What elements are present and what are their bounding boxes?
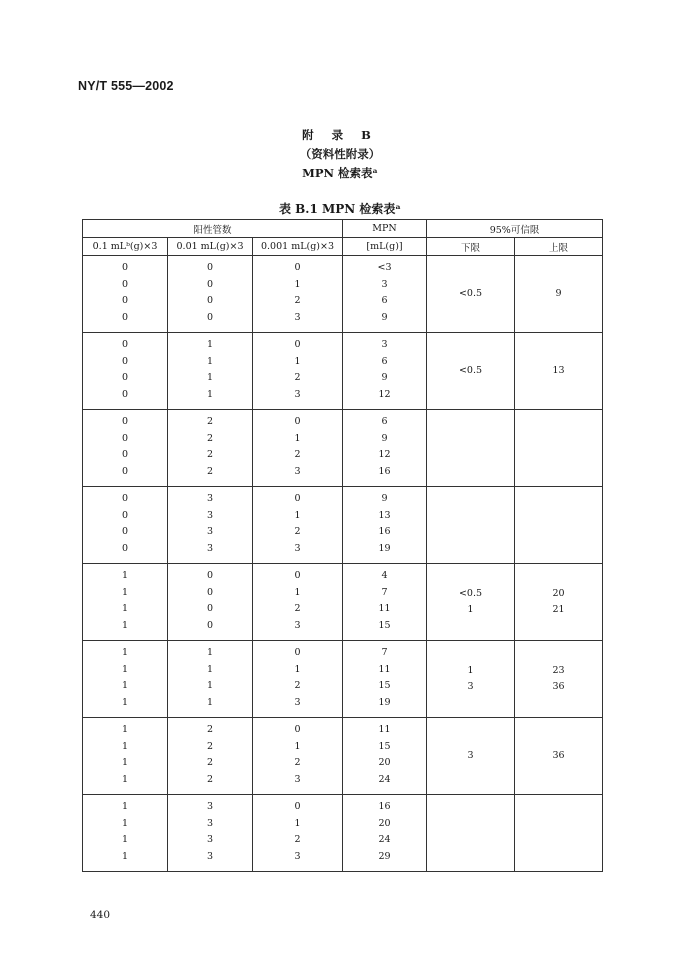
cell-value: 0 xyxy=(206,295,214,306)
cell-value: 1 xyxy=(206,647,214,658)
tubes-0-01ml-cell xyxy=(168,256,253,333)
tubes-0-001ml-cell xyxy=(253,487,343,564)
cell-value: 1 xyxy=(121,663,129,675)
cell-value: 1 xyxy=(121,850,129,862)
positive-tubes-header: 阳性管数 xyxy=(83,220,343,238)
tubes-0-01ml-cell xyxy=(168,333,253,410)
page-number: 440 xyxy=(90,909,111,921)
cell-value: 1 xyxy=(121,586,129,598)
cell-value: 7 xyxy=(381,586,388,598)
tubes-0-1ml-cell xyxy=(83,795,168,872)
cell-value: 1 xyxy=(294,817,301,829)
cell-value: 0 xyxy=(294,647,301,658)
tubes-0-01ml-cell xyxy=(168,564,253,641)
cell-value: 1 xyxy=(121,773,129,785)
cell-value: 12 xyxy=(378,388,391,400)
cell-value: 3 xyxy=(294,619,301,631)
cell-value: 16 xyxy=(378,801,391,812)
cell-value: 2 xyxy=(294,526,301,537)
cell-value: 0 xyxy=(294,339,301,350)
cell-value: 3 xyxy=(206,509,214,521)
cell-value: 19 xyxy=(378,696,391,708)
tubes-0-1ml-cell xyxy=(83,487,168,564)
cell-value: 1 xyxy=(206,696,214,708)
cell-value: 24 xyxy=(378,773,391,785)
cell-value: 13 xyxy=(552,364,565,376)
cell-value: 2 xyxy=(294,603,301,614)
cell-value: 1 xyxy=(206,339,214,350)
cell-value: 1 xyxy=(467,664,474,676)
cell-value: 1 xyxy=(206,680,214,691)
cell-value: 0 xyxy=(206,570,214,581)
cell-value: 1 xyxy=(121,834,129,845)
cell-value: 0 xyxy=(294,493,301,504)
tubes-0-01ml-cell xyxy=(168,641,253,718)
cell-value: 3 xyxy=(294,696,301,708)
cell-value: 0 xyxy=(294,416,301,427)
confidence-limit-header: 95%可信限 xyxy=(427,220,603,238)
cell-value: 1 xyxy=(121,619,129,631)
cell-value: 1 xyxy=(121,757,129,768)
cell-value: 1 xyxy=(294,586,301,598)
cell-value: 11 xyxy=(378,663,391,675)
cell-value: 2 xyxy=(206,416,214,427)
cell-value: 13 xyxy=(378,509,391,521)
cell-value: 0 xyxy=(294,801,301,812)
mpn-unit-header: [mL(g)] xyxy=(343,238,427,256)
cell-value: 1 xyxy=(206,355,214,367)
cell-value: 0 xyxy=(206,586,214,598)
cell-value: 3 xyxy=(381,278,388,290)
cell-value: 24 xyxy=(378,834,391,845)
table-row xyxy=(83,487,603,564)
cell-value: 12 xyxy=(378,449,391,460)
cell-value: 15 xyxy=(378,619,391,631)
cell-value: 0 xyxy=(121,262,129,273)
lower-limit-cell xyxy=(427,718,515,795)
mpn-cell xyxy=(343,256,427,333)
cell-value: 6 xyxy=(381,295,388,306)
cell-value: 2 xyxy=(206,757,214,768)
lower-limit-cell xyxy=(427,641,515,718)
cell-value: 0 xyxy=(121,295,129,306)
cell-value: 2 xyxy=(206,432,214,444)
cell-value: 0 xyxy=(206,603,214,614)
cell-value: 0 xyxy=(121,311,129,323)
cell-value: 2 xyxy=(294,295,301,306)
cell-value: 0 xyxy=(121,372,129,383)
lower-limit-cell xyxy=(427,564,515,641)
table-row xyxy=(83,795,603,872)
cell-value: 0 xyxy=(121,526,129,537)
cell-value: 1 xyxy=(294,663,301,675)
cell-value: 1 xyxy=(121,696,129,708)
cell-value: 3 xyxy=(206,834,214,845)
cell-value: 0 xyxy=(294,570,301,581)
cell-value: 2 xyxy=(206,449,214,460)
cell-value: 0 xyxy=(121,416,129,427)
cell-value: 0 xyxy=(206,311,214,323)
standard-code: NY/T 555—2002 xyxy=(78,79,174,93)
cell-value: 3 xyxy=(294,850,301,862)
mpn-cell xyxy=(343,333,427,410)
cell-value: 11 xyxy=(378,603,391,614)
mpn-cell xyxy=(343,487,427,564)
cell-value: 2 xyxy=(206,465,214,477)
tubes-0-001ml-cell xyxy=(253,641,343,718)
cell-value: 0 xyxy=(121,388,129,400)
cell-value: 3 xyxy=(206,526,214,537)
mpn-cell xyxy=(343,564,427,641)
cell-value: 3 xyxy=(294,311,301,323)
cell-value: 2 xyxy=(294,680,301,691)
cell-value: 2 xyxy=(206,724,214,735)
cell-value: 15 xyxy=(378,740,391,752)
cell-value: 29 xyxy=(378,850,391,862)
tubes-0-01ml-cell xyxy=(168,410,253,487)
cell-value: <0.5 xyxy=(458,364,483,376)
upper-limit-cell xyxy=(515,564,603,641)
lower-limit-cell xyxy=(427,795,515,872)
cell-value: 0 xyxy=(294,262,301,273)
lower-limit-cell xyxy=(427,333,515,410)
cell-value: 9 xyxy=(381,311,388,323)
lower-limit-header: 下限 xyxy=(427,238,515,256)
cell-value: 3 xyxy=(206,542,214,554)
cell-value: 3 xyxy=(206,801,214,812)
cell-value: 1 xyxy=(121,647,129,658)
cell-value: <0.5 xyxy=(458,587,483,599)
cell-value: 0 xyxy=(121,449,129,460)
tubes-0-01ml-cell xyxy=(168,795,253,872)
cell-value: 23 xyxy=(552,664,565,676)
upper-limit-cell xyxy=(515,410,603,487)
cell-value: 1 xyxy=(206,663,214,675)
upper-limit-cell xyxy=(515,795,603,872)
cell-value: 9 xyxy=(381,493,388,504)
cell-value: 0 xyxy=(294,724,301,735)
cell-value: 3 xyxy=(206,817,214,829)
lower-limit-cell xyxy=(427,410,515,487)
cell-value: 3 xyxy=(206,493,214,504)
col-0-01ml-header: 0.01 mL(g)×3 xyxy=(168,238,253,256)
table-row xyxy=(83,333,603,410)
cell-value: 0 xyxy=(121,542,129,554)
upper-limit-cell xyxy=(515,641,603,718)
mpn-header: MPN xyxy=(343,220,427,238)
tubes-0-1ml-cell xyxy=(83,564,168,641)
tubes-0-001ml-cell xyxy=(253,564,343,641)
cell-value: 0 xyxy=(206,619,214,631)
cell-value: 15 xyxy=(378,680,391,691)
tubes-0-1ml-cell xyxy=(83,410,168,487)
cell-value: 1 xyxy=(121,817,129,829)
mpn-table xyxy=(82,219,603,872)
cell-value: 0 xyxy=(206,278,214,290)
cell-value: 3 xyxy=(294,542,301,554)
tubes-0-001ml-cell xyxy=(253,333,343,410)
table-row xyxy=(83,641,603,718)
cell-value: 3 xyxy=(206,850,214,862)
cell-value: <0.5 xyxy=(458,287,483,299)
cell-value: 1 xyxy=(294,740,301,752)
cell-value: 9 xyxy=(555,287,562,299)
lower-limit-cell xyxy=(427,487,515,564)
col-0-001ml-header: 0.001 mL(g)×3 xyxy=(253,238,343,256)
cell-value: 21 xyxy=(552,604,565,615)
cell-value: 1 xyxy=(294,355,301,367)
cell-value: 19 xyxy=(378,542,391,554)
appendix-label: 附 录 B xyxy=(302,128,378,142)
cell-value: 20 xyxy=(552,587,565,599)
cell-value: 3 xyxy=(294,388,301,400)
cell-value: 1 xyxy=(121,740,129,752)
table-row xyxy=(83,564,603,641)
cell-value: 9 xyxy=(381,372,388,383)
upper-limit-cell xyxy=(515,487,603,564)
upper-limit-cell xyxy=(515,718,603,795)
cell-value: 0 xyxy=(121,493,129,504)
cell-value: 0 xyxy=(121,278,129,290)
cell-value: 3 xyxy=(467,681,474,692)
cell-value: 2 xyxy=(294,372,301,383)
cell-value: 3 xyxy=(294,465,301,477)
cell-value: 9 xyxy=(381,432,388,444)
cell-value: 0 xyxy=(121,339,129,350)
cell-value: 0 xyxy=(121,432,129,444)
appendix-title: MPN 检索表ᵃ xyxy=(302,166,378,180)
mpn-cell xyxy=(343,410,427,487)
tubes-0-1ml-cell xyxy=(83,641,168,718)
tubes-0-1ml-cell xyxy=(83,333,168,410)
cell-value: <3 xyxy=(377,262,392,273)
cell-value: 11 xyxy=(378,724,391,735)
appendix-nature: （资料性附录） xyxy=(299,147,381,161)
tubes-0-001ml-cell xyxy=(253,795,343,872)
col-0-1ml-header: 0.1 mLᵇ(g)×3 xyxy=(83,238,168,256)
upper-limit-cell xyxy=(515,256,603,333)
mpn-cell xyxy=(343,641,427,718)
cell-value: 3 xyxy=(294,773,301,785)
cell-value: 1 xyxy=(121,724,129,735)
table-row xyxy=(83,718,603,795)
cell-value: 3 xyxy=(381,339,388,350)
tubes-0-001ml-cell xyxy=(253,410,343,487)
cell-value: 4 xyxy=(381,570,388,581)
lower-limit-cell xyxy=(427,256,515,333)
table-caption: 表 B.1 MPN 检索表ᵃ xyxy=(278,202,402,216)
cell-value: 16 xyxy=(378,526,391,537)
tubes-0-1ml-cell xyxy=(83,256,168,333)
mpn-cell xyxy=(343,795,427,872)
cell-value: 0 xyxy=(121,355,129,367)
cell-value: 2 xyxy=(294,449,301,460)
cell-value: 1 xyxy=(294,432,301,444)
cell-value: 1 xyxy=(294,509,301,521)
tubes-0-01ml-cell xyxy=(168,718,253,795)
cell-value: 36 xyxy=(552,749,565,761)
cell-value: 0 xyxy=(121,509,129,521)
tubes-0-1ml-cell xyxy=(83,718,168,795)
cell-value: 1 xyxy=(121,680,129,691)
cell-value: 0 xyxy=(206,262,214,273)
cell-value: 7 xyxy=(381,647,388,658)
cell-value: 20 xyxy=(378,817,391,829)
cell-value: 3 xyxy=(467,749,474,761)
cell-value: 2 xyxy=(294,757,301,768)
cell-value: 20 xyxy=(378,757,391,768)
cell-value: 6 xyxy=(381,416,388,427)
table-row xyxy=(83,256,603,333)
cell-value: 1 xyxy=(121,603,129,614)
tubes-0-001ml-cell xyxy=(253,718,343,795)
mpn-cell xyxy=(343,718,427,795)
cell-value: 1 xyxy=(121,801,129,812)
cell-value: 2 xyxy=(206,740,214,752)
upper-limit-header: 上限 xyxy=(515,238,603,256)
cell-value: 2 xyxy=(206,773,214,785)
cell-value: 1 xyxy=(121,570,129,581)
cell-value: 2 xyxy=(294,834,301,845)
cell-value: 1 xyxy=(206,372,214,383)
cell-value: 1 xyxy=(467,604,474,615)
table-row xyxy=(83,410,603,487)
upper-limit-cell xyxy=(515,333,603,410)
tubes-0-01ml-cell xyxy=(168,487,253,564)
cell-value: 1 xyxy=(294,278,301,290)
cell-value: 16 xyxy=(378,465,391,477)
cell-value: 36 xyxy=(552,681,565,692)
cell-value: 6 xyxy=(381,355,388,367)
cell-value: 0 xyxy=(121,465,129,477)
tubes-0-001ml-cell xyxy=(253,256,343,333)
cell-value: 1 xyxy=(206,388,214,400)
